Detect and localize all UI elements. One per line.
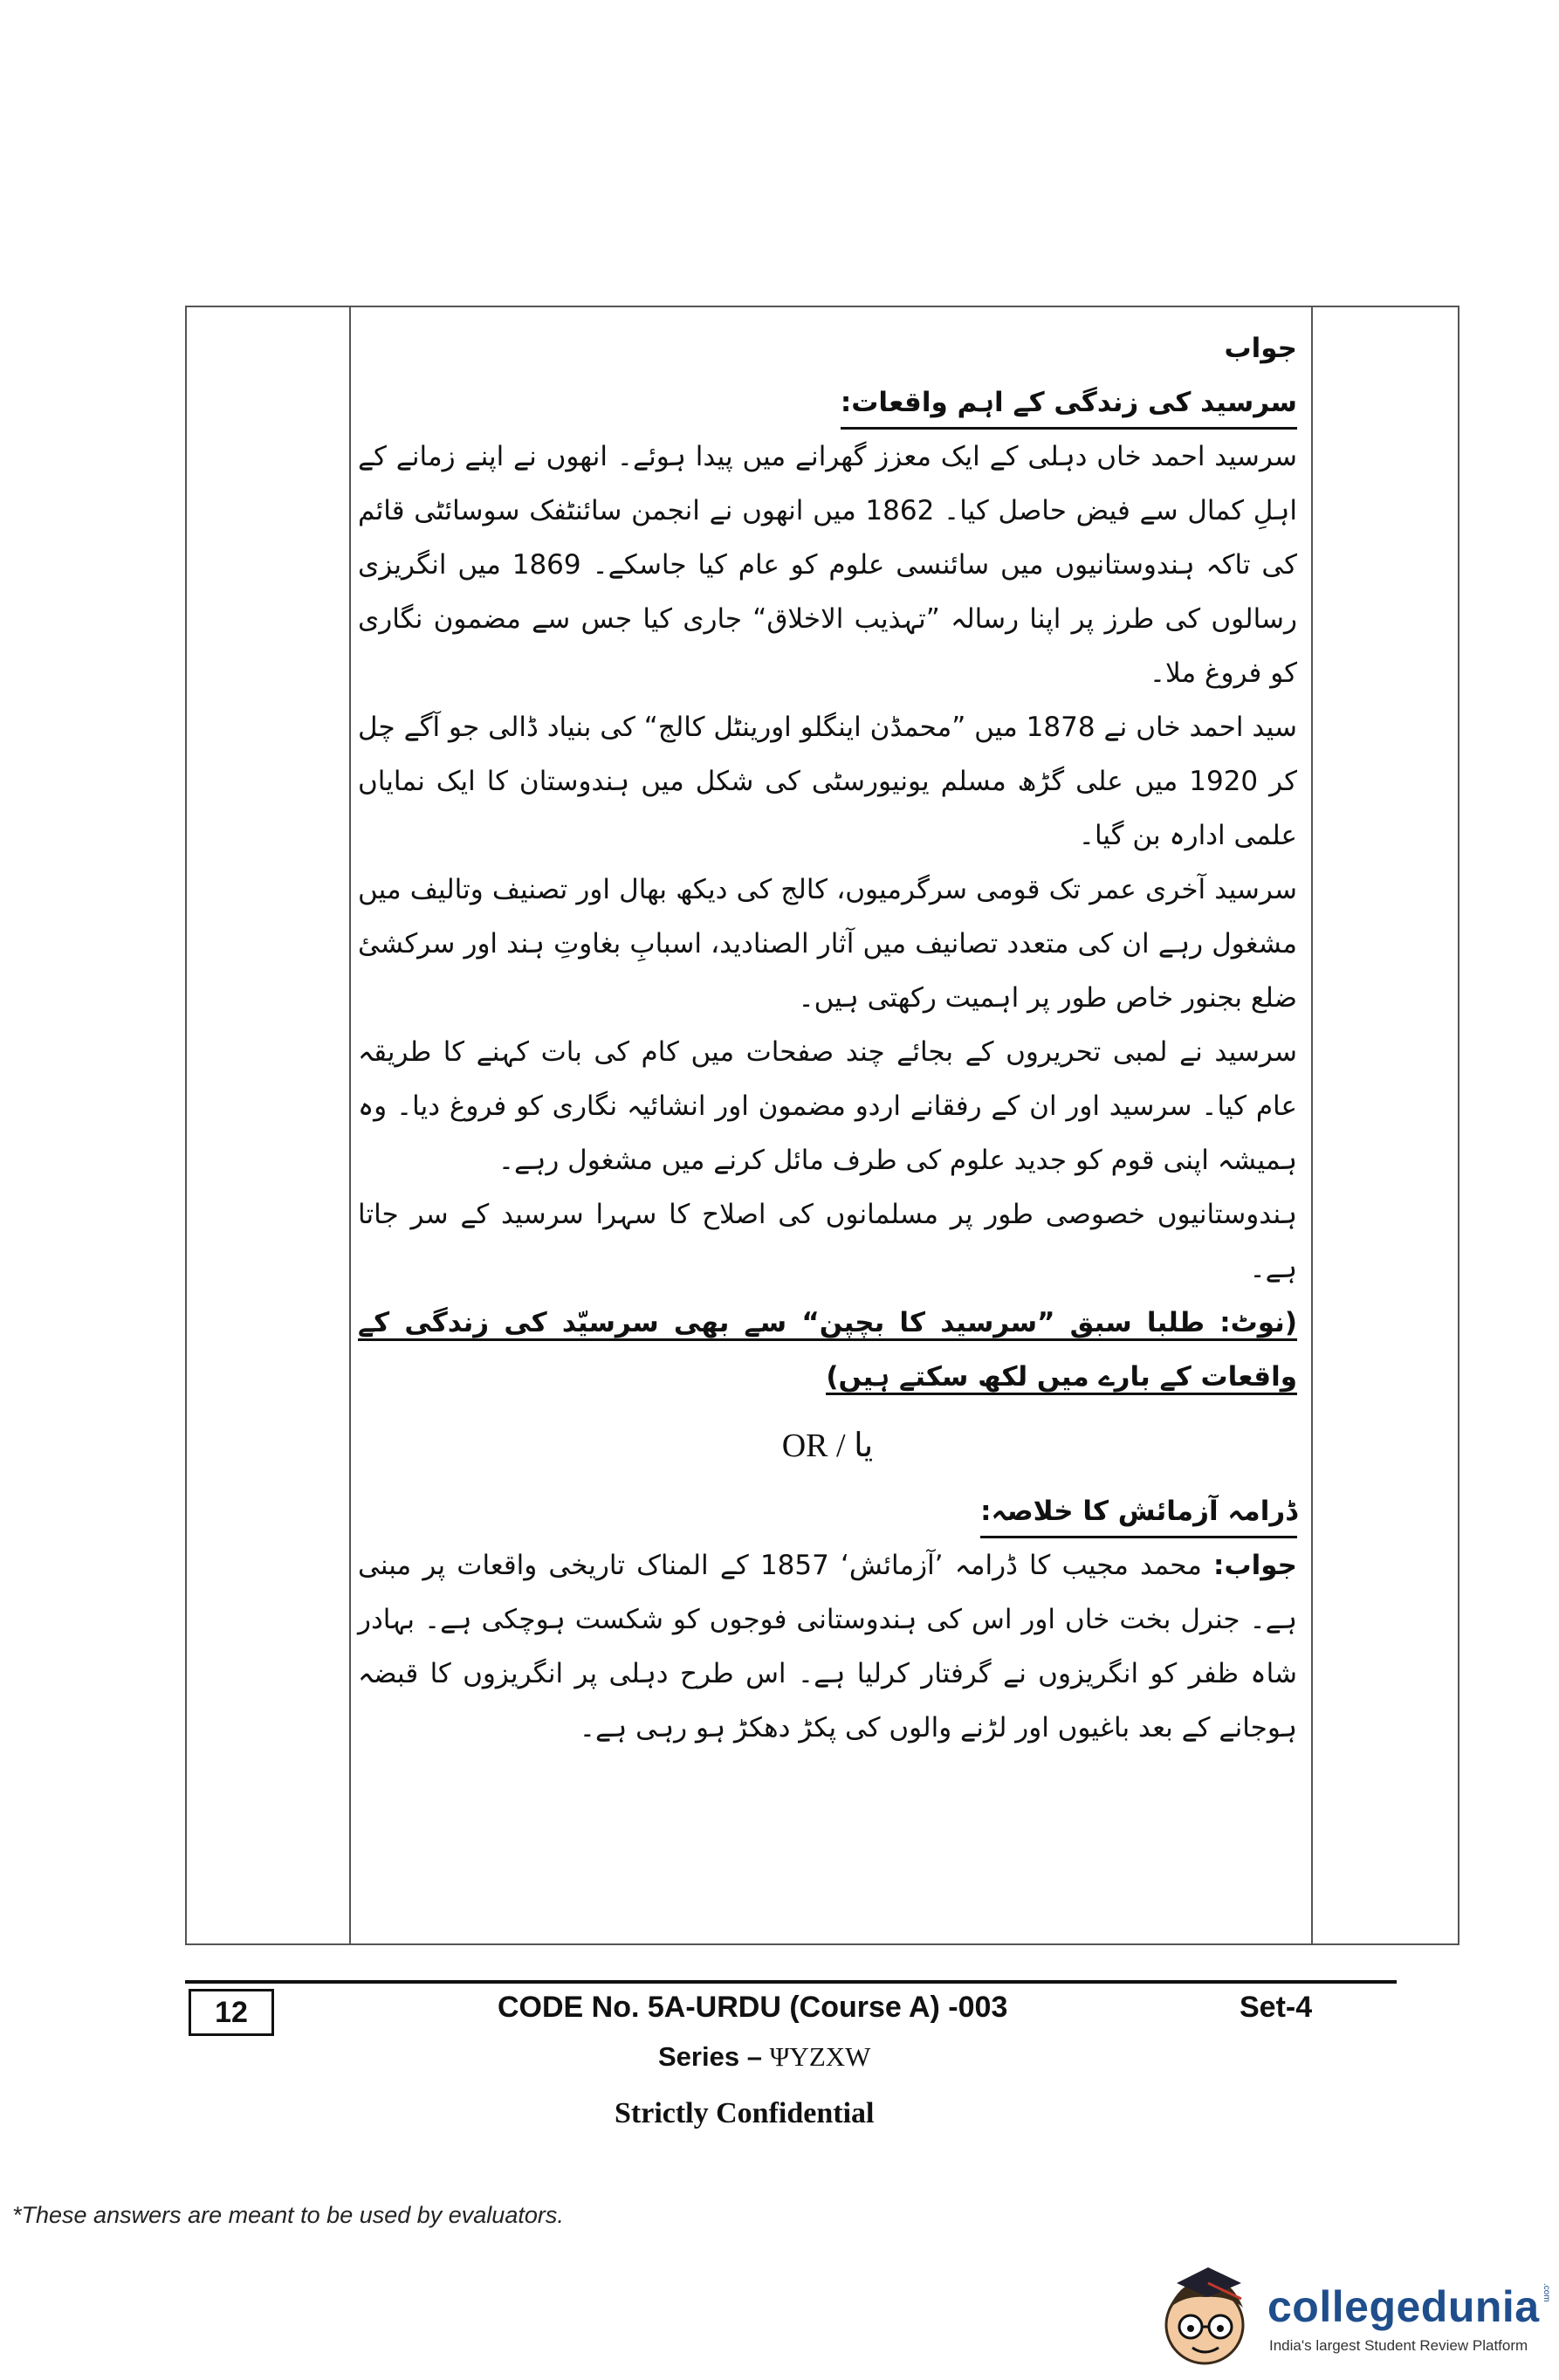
section-heading-drama-summary: ڈرامہ آزمائش کا خلاصہ: xyxy=(980,1487,1297,1538)
brand-name: collegedunia xyxy=(1267,2282,1540,2331)
note-text: (نوٹ: طلبا سبق ”سرسید کا بچپن“ سے بھی سرسیّد کی زندگی کے واقعات کے بارے میں لکھ سکتے ہیں) xyxy=(358,1307,1297,1395)
brand-tagline: India's largest Student Review Platform xyxy=(1269,2337,1528,2354)
confidential-label: Strictly Confidential xyxy=(615,2097,875,2129)
set-label: Set-4 xyxy=(1240,1991,1313,2024)
summary-paragraph xyxy=(358,1538,1297,1755)
summary-lead: جواب: xyxy=(1213,1550,1297,1581)
brand-logo[interactable] xyxy=(1150,2257,1552,2375)
answer-content xyxy=(349,306,1306,1945)
series-code: ΨYZXW xyxy=(769,2041,871,2072)
or-separator: OR / یا xyxy=(781,1427,874,1464)
evaluator-disclaimer: *These answers are meant to be used by evaluators. xyxy=(12,2202,564,2228)
course-code: CODE No. 5A-URDU (Course A) -003 xyxy=(498,1991,1008,2024)
paragraph-4: سرسید نے لمبی تحریروں کے بجائے چند صفحات میں کام کی بات کہنے کا طریقہ عام کیا۔ سرسید اور ان کے رفقانے اردو مضمون اور انشائیہ نگاری کو فروغ دیا۔ وہ ہمیشہ اپنی قوم کو جدید علوم کی طرف مائل کرنے میں مشغول رہے۔ xyxy=(358,1036,1297,1176)
answer-label: جواب xyxy=(1224,333,1297,364)
paragraph-2: سید احمد خاں نے 1878 میں ”محمڈن اینگلو اورینٹل کالج“ کی بنیاد ڈالی جو آگے چل کر 1920 میں علی گڑھ مسلم یونیورسٹی کی شکل میں ہندوستان کا ایک نمایاں علمی ادارہ بن گیا۔ xyxy=(358,712,1298,851)
mascot-icon xyxy=(1150,2257,1264,2375)
page-number: 12 xyxy=(189,1989,274,2036)
summary-text: محمد مجیب کا ڈرامہ ’آزمائش‘ 1857 کے المناک تاریخی واقعات پر مبنی ہے۔ جنرل بخت خاں اور اس کی ہندوستانی فوجوں کو شکست ہوچکی ہے۔ بہادر شاہ ظفر کو انگریزوں نے گرفتار کرلیا ہے۔ اس طرح دہلی پر انگریزوں کا قبضہ ہوجانے کے بعد باغیوں اور لڑنے والوں کی پکڑ دھکڑ ہو رہی ہے۔ xyxy=(358,1550,1297,1744)
footer-rule xyxy=(185,1980,1397,1984)
paragraph-1: سرسید احمد خاں دہلی کے ایک معزز گھرانے میں پیدا ہوئے۔ انھوں نے اپنے زمانے کے اہلِ کمال سے فیض حاصل کیا۔ 1862 میں انھوں نے انجمن سائنٹفک سوسائٹی قائم کی تاکہ ہندوستانیوں میں سائنسی علوم کو عام کیا جاسکے۔ 1869 میں انگریزی رسالوں کی طرز پر اپنا رسالہ ”تہذیب الاخلاق“ جاری کیا جس سے مضمون نگاری کو فروغ ملا۔ xyxy=(358,441,1297,689)
series-label: Series – xyxy=(658,2041,762,2072)
series-line xyxy=(658,2041,870,2073)
brand-domain-suffix: .com xyxy=(1542,2283,1551,2302)
paragraph-5: ہندوستانیوں خصوصی طور پر مسلمانوں کی اصلاح کا سہرا سرسید کے سر جاتا ہے۔ xyxy=(358,1199,1297,1284)
table-column-divider-right xyxy=(1311,307,1313,1943)
paragraph-3: سرسید آخری عمر تک قومی سرگرمیوں، کالج کی دیکھ بھال اور تصنیف وتالیف میں مشغول رہے ان کی متعدد تصانیف میں آثار الصنادید، اسبابِ بغاوتِ ہند اور سرکشیٔ ضلع بجنور خاص طور پر اہمیت رکھتی ہیں۔ xyxy=(358,874,1297,1014)
section-heading-sir-syed-life: سرسید کی زندگی کے اہم واقعات: xyxy=(841,378,1297,430)
